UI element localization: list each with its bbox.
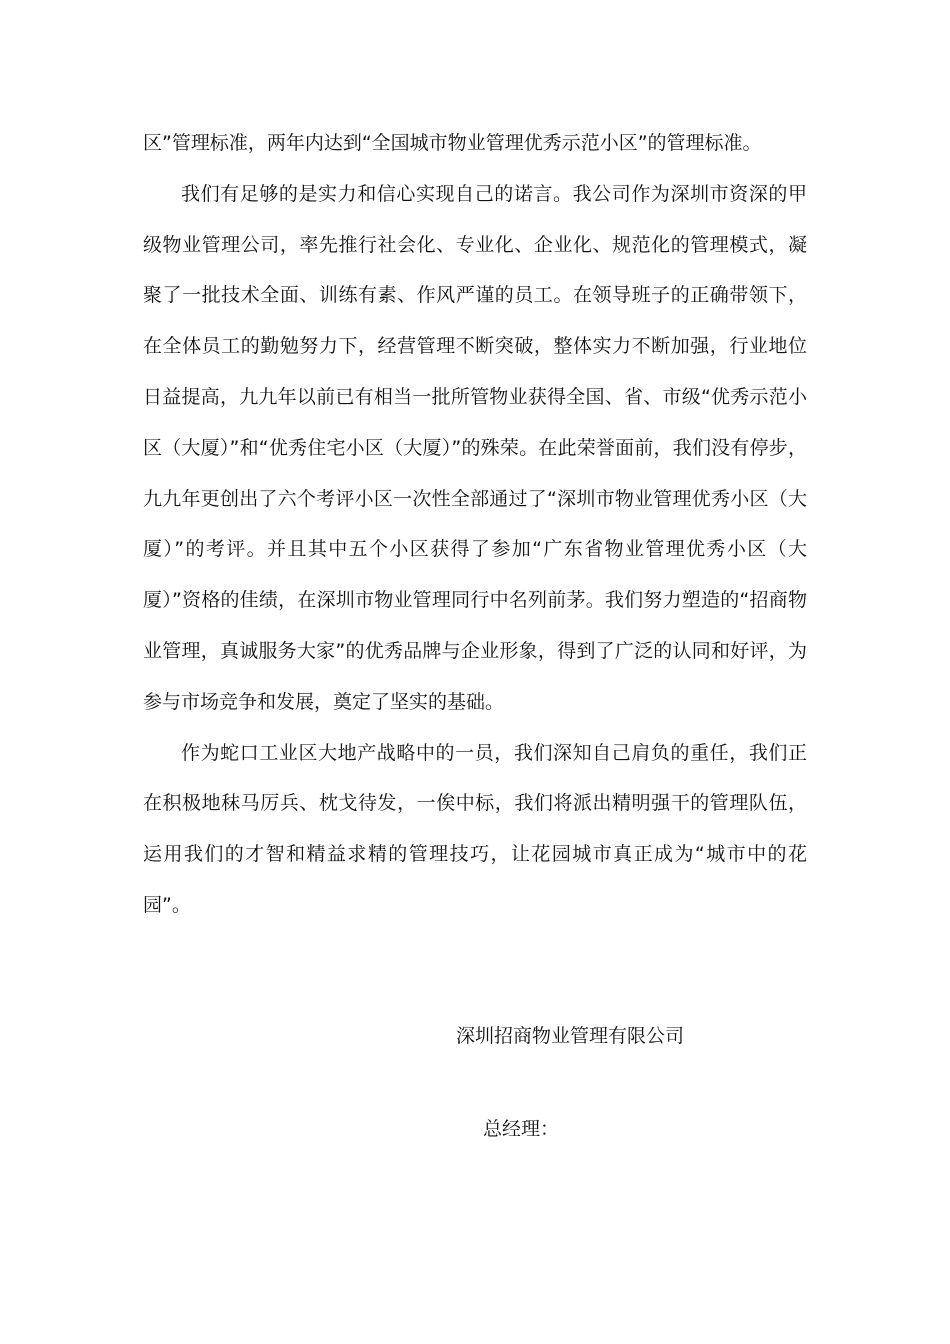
- paragraph-commitment: 作为蛇口工业区大地产战略中的一员，我们深知自己肩负的重任，我们正在积极地秣马厉兵、枕戈待发，一俟中标，我们将派出精明强干的管理队伍，运用我们的才智和精益求精的管理技巧，让花园城市真正成为“城市中的花园”。: [143, 741, 807, 916]
- letter-body: [143, 118, 807, 931]
- signature-company: 深圳招商物业管理有限公司: [456, 1025, 685, 1047]
- paragraph-company-strength: 我们有足够的是实力和信心实现自己的诺言。我公司作为深圳市资深的甲级物业管理公司，率先推行社会化、专业化、企业化、规范化的管理模式，凝聚了一批技术全面、训练有素、作风严谨的员工。在领导班子的正确带领下，在全体员工的勤勉努力下，经营管理不断突破，整体实力不断加强，行业地位日益提高，九九年以前已有相当一批所管物业获得全国、省、市级“优秀示范小区（大厦）”和“优秀住宅小区（大厦）”的殊荣。在此荣誉面前，我们没有停步，九九年更创出了六个考评小区一次性全部通过了“深圳市物业管理优秀小区（大厦）”的考评。并且其中五个小区获得了参加“广东省物业管理优秀小区（大厦）”资格的佳绩，在深圳市物业管理同行中名列前茅。我们努力塑造的“招商物业管理，真诚服务大家”的优秀品牌与企业形象，得到了广泛的认同和好评，为参与市场竞争和发展，奠定了坚实的基础。: [143, 182, 807, 713]
- signature-manager-label: 总经理：: [483, 1118, 560, 1140]
- paragraph-continuation: 区”管理标准，两年内达到“全国城市物业管理优秀示范小区”的管理标准。: [143, 132, 762, 154]
